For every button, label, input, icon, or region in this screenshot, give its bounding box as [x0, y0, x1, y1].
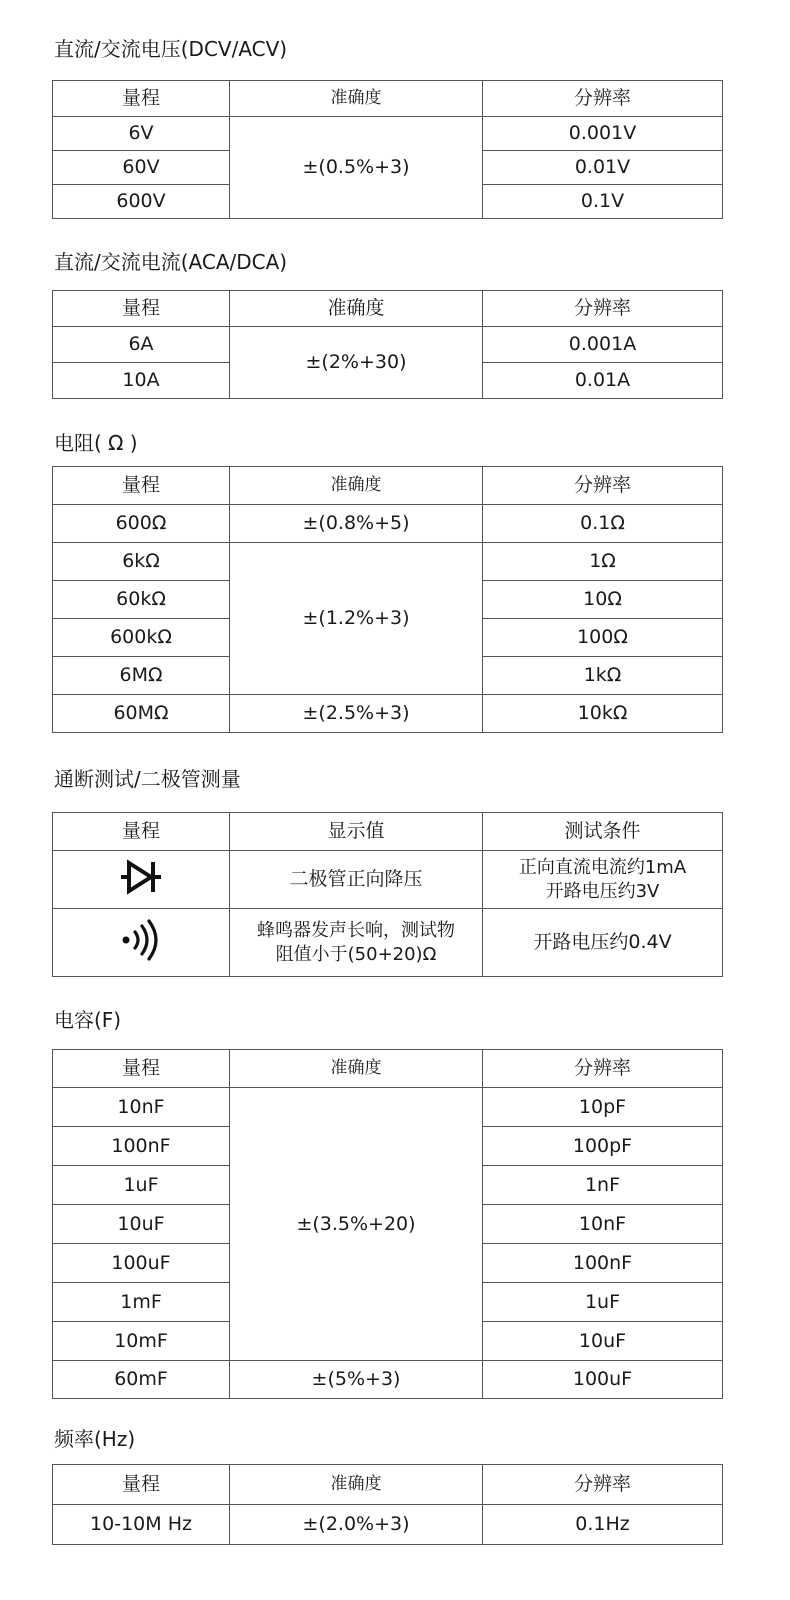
range-cell: 600kΩ: [53, 619, 230, 657]
range-cell: 6A: [53, 327, 230, 363]
range-cell: 100uF: [53, 1244, 230, 1283]
range-cell: 60V: [53, 151, 230, 185]
range-cell: 6V: [53, 117, 230, 151]
resolution-cell: 10uF: [483, 1322, 723, 1361]
header-display: 显示值: [230, 813, 483, 851]
resolution-cell: 0.1V: [483, 185, 723, 219]
resolution-cell: 1kΩ: [483, 657, 723, 695]
resolution-cell: 1nF: [483, 1166, 723, 1205]
resolution-cell: 100uF: [483, 1361, 723, 1399]
header-range: 量程: [53, 291, 230, 327]
display-line: 阻值小于(50+20)Ω: [275, 943, 437, 965]
table-row: [53, 543, 723, 581]
accuracy-cell: ±(5%+3): [230, 1361, 483, 1399]
range-cell: [53, 851, 230, 909]
range-cell: 10uF: [53, 1205, 230, 1244]
range-cell: 600Ω: [53, 505, 230, 543]
resolution-cell: 100nF: [483, 1244, 723, 1283]
buzzer-sound-icon: [118, 918, 164, 968]
header-condition: 测试条件: [483, 813, 723, 851]
accuracy-cell: ±(3.5%+20): [230, 1088, 483, 1361]
display-cell: [230, 909, 483, 977]
table-header-row: [53, 81, 723, 117]
range-cell: 60MΩ: [53, 695, 230, 733]
range-cell: 10nF: [53, 1088, 230, 1127]
range-cell: 100nF: [53, 1127, 230, 1166]
header-resolution: 分辨率: [483, 1050, 723, 1088]
resolution-cell: 0.1Hz: [483, 1505, 723, 1545]
table-row: [53, 327, 723, 363]
display-line: 蜂鸣器发声长响，测试物: [257, 919, 455, 941]
condition-line: 正向直流电流约1mA: [518, 856, 687, 878]
continuity-table: [52, 812, 723, 977]
condition-line: 开路电压约3V: [545, 880, 660, 902]
table-row: [53, 851, 723, 909]
resolution-cell: 0.01V: [483, 151, 723, 185]
accuracy-cell: ±(1.2%+3): [230, 543, 483, 695]
table-header-row: [53, 291, 723, 327]
header-resolution: 分辨率: [483, 291, 723, 327]
resolution-cell: 0.001A: [483, 327, 723, 363]
resolution-cell: 1uF: [483, 1283, 723, 1322]
range-cell: 60kΩ: [53, 581, 230, 619]
table-header-row: [53, 813, 723, 851]
diode-icon: [118, 857, 164, 903]
capacitance-table: [52, 1049, 723, 1399]
header-range: 量程: [53, 813, 230, 851]
range-cell: 60mF: [53, 1361, 230, 1399]
table-header-row: [53, 1465, 723, 1505]
continuity-section-title: 通断测试/二极管测量: [54, 767, 241, 791]
range-cell: 6MΩ: [53, 657, 230, 695]
table-header-row: [53, 467, 723, 505]
accuracy-cell: ±(0.5%+3): [230, 117, 483, 219]
resistance-section-title: 电阻( Ω ): [54, 431, 138, 455]
resolution-cell: 10Ω: [483, 581, 723, 619]
range-cell: [53, 909, 230, 977]
range-cell: 600V: [53, 185, 230, 219]
accuracy-cell: ±(2%+30): [230, 327, 483, 399]
table-row: [53, 909, 723, 977]
condition-cell: 开路电压约0.4V: [483, 909, 723, 977]
table-row: [53, 695, 723, 733]
table-row: [53, 1361, 723, 1399]
range-cell: 10A: [53, 363, 230, 399]
header-range: 量程: [53, 1465, 230, 1505]
resolution-cell: 10pF: [483, 1088, 723, 1127]
header-range: 量程: [53, 467, 230, 505]
resolution-cell: 10kΩ: [483, 695, 723, 733]
header-range: 量程: [53, 1050, 230, 1088]
resolution-cell: 1Ω: [483, 543, 723, 581]
resolution-cell: 100Ω: [483, 619, 723, 657]
capacitance-section-title: 电容(F): [54, 1008, 122, 1032]
resistance-table: [52, 466, 723, 733]
header-resolution: 分辨率: [483, 81, 723, 117]
display-cell: 二极管正向降压: [230, 851, 483, 909]
table-header-row: [53, 1050, 723, 1088]
range-cell: 1uF: [53, 1166, 230, 1205]
header-resolution: 分辨率: [483, 467, 723, 505]
resolution-cell: 0.1Ω: [483, 505, 723, 543]
header-accuracy: 准确度: [230, 81, 483, 117]
header-accuracy: 准确度: [230, 1050, 483, 1088]
table-row: [53, 505, 723, 543]
accuracy-cell: ±(2.0%+3): [230, 1505, 483, 1545]
table-row: [53, 1505, 723, 1545]
resolution-cell: 0.001V: [483, 117, 723, 151]
range-cell: 10-10M Hz: [53, 1505, 230, 1545]
range-cell: 6kΩ: [53, 543, 230, 581]
header-accuracy: 准确度: [230, 1465, 483, 1505]
dcv-section-title: 直流/交流电压(DCV/ACV): [54, 37, 288, 61]
range-cell: 10mF: [53, 1322, 230, 1361]
dca-section-title: 直流/交流电流(ACA/DCA): [54, 250, 288, 274]
frequency-section-title: 频率(Hz): [54, 1427, 136, 1451]
header-range: 量程: [53, 81, 230, 117]
table-row: [53, 117, 723, 151]
condition-cell: [483, 851, 723, 909]
table-row: [53, 1088, 723, 1127]
dca-table: [52, 290, 723, 399]
dcv-table: [52, 80, 723, 219]
header-resolution: 分辨率: [483, 1465, 723, 1505]
range-cell: 1mF: [53, 1283, 230, 1322]
header-accuracy: 准确度: [230, 291, 483, 327]
accuracy-cell: ±(2.5%+3): [230, 695, 483, 733]
resolution-cell: 100pF: [483, 1127, 723, 1166]
resolution-cell: 10nF: [483, 1205, 723, 1244]
resolution-cell: 0.01A: [483, 363, 723, 399]
accuracy-cell: ±(0.8%+5): [230, 505, 483, 543]
frequency-table: [52, 1464, 723, 1545]
header-accuracy: 准确度: [230, 467, 483, 505]
